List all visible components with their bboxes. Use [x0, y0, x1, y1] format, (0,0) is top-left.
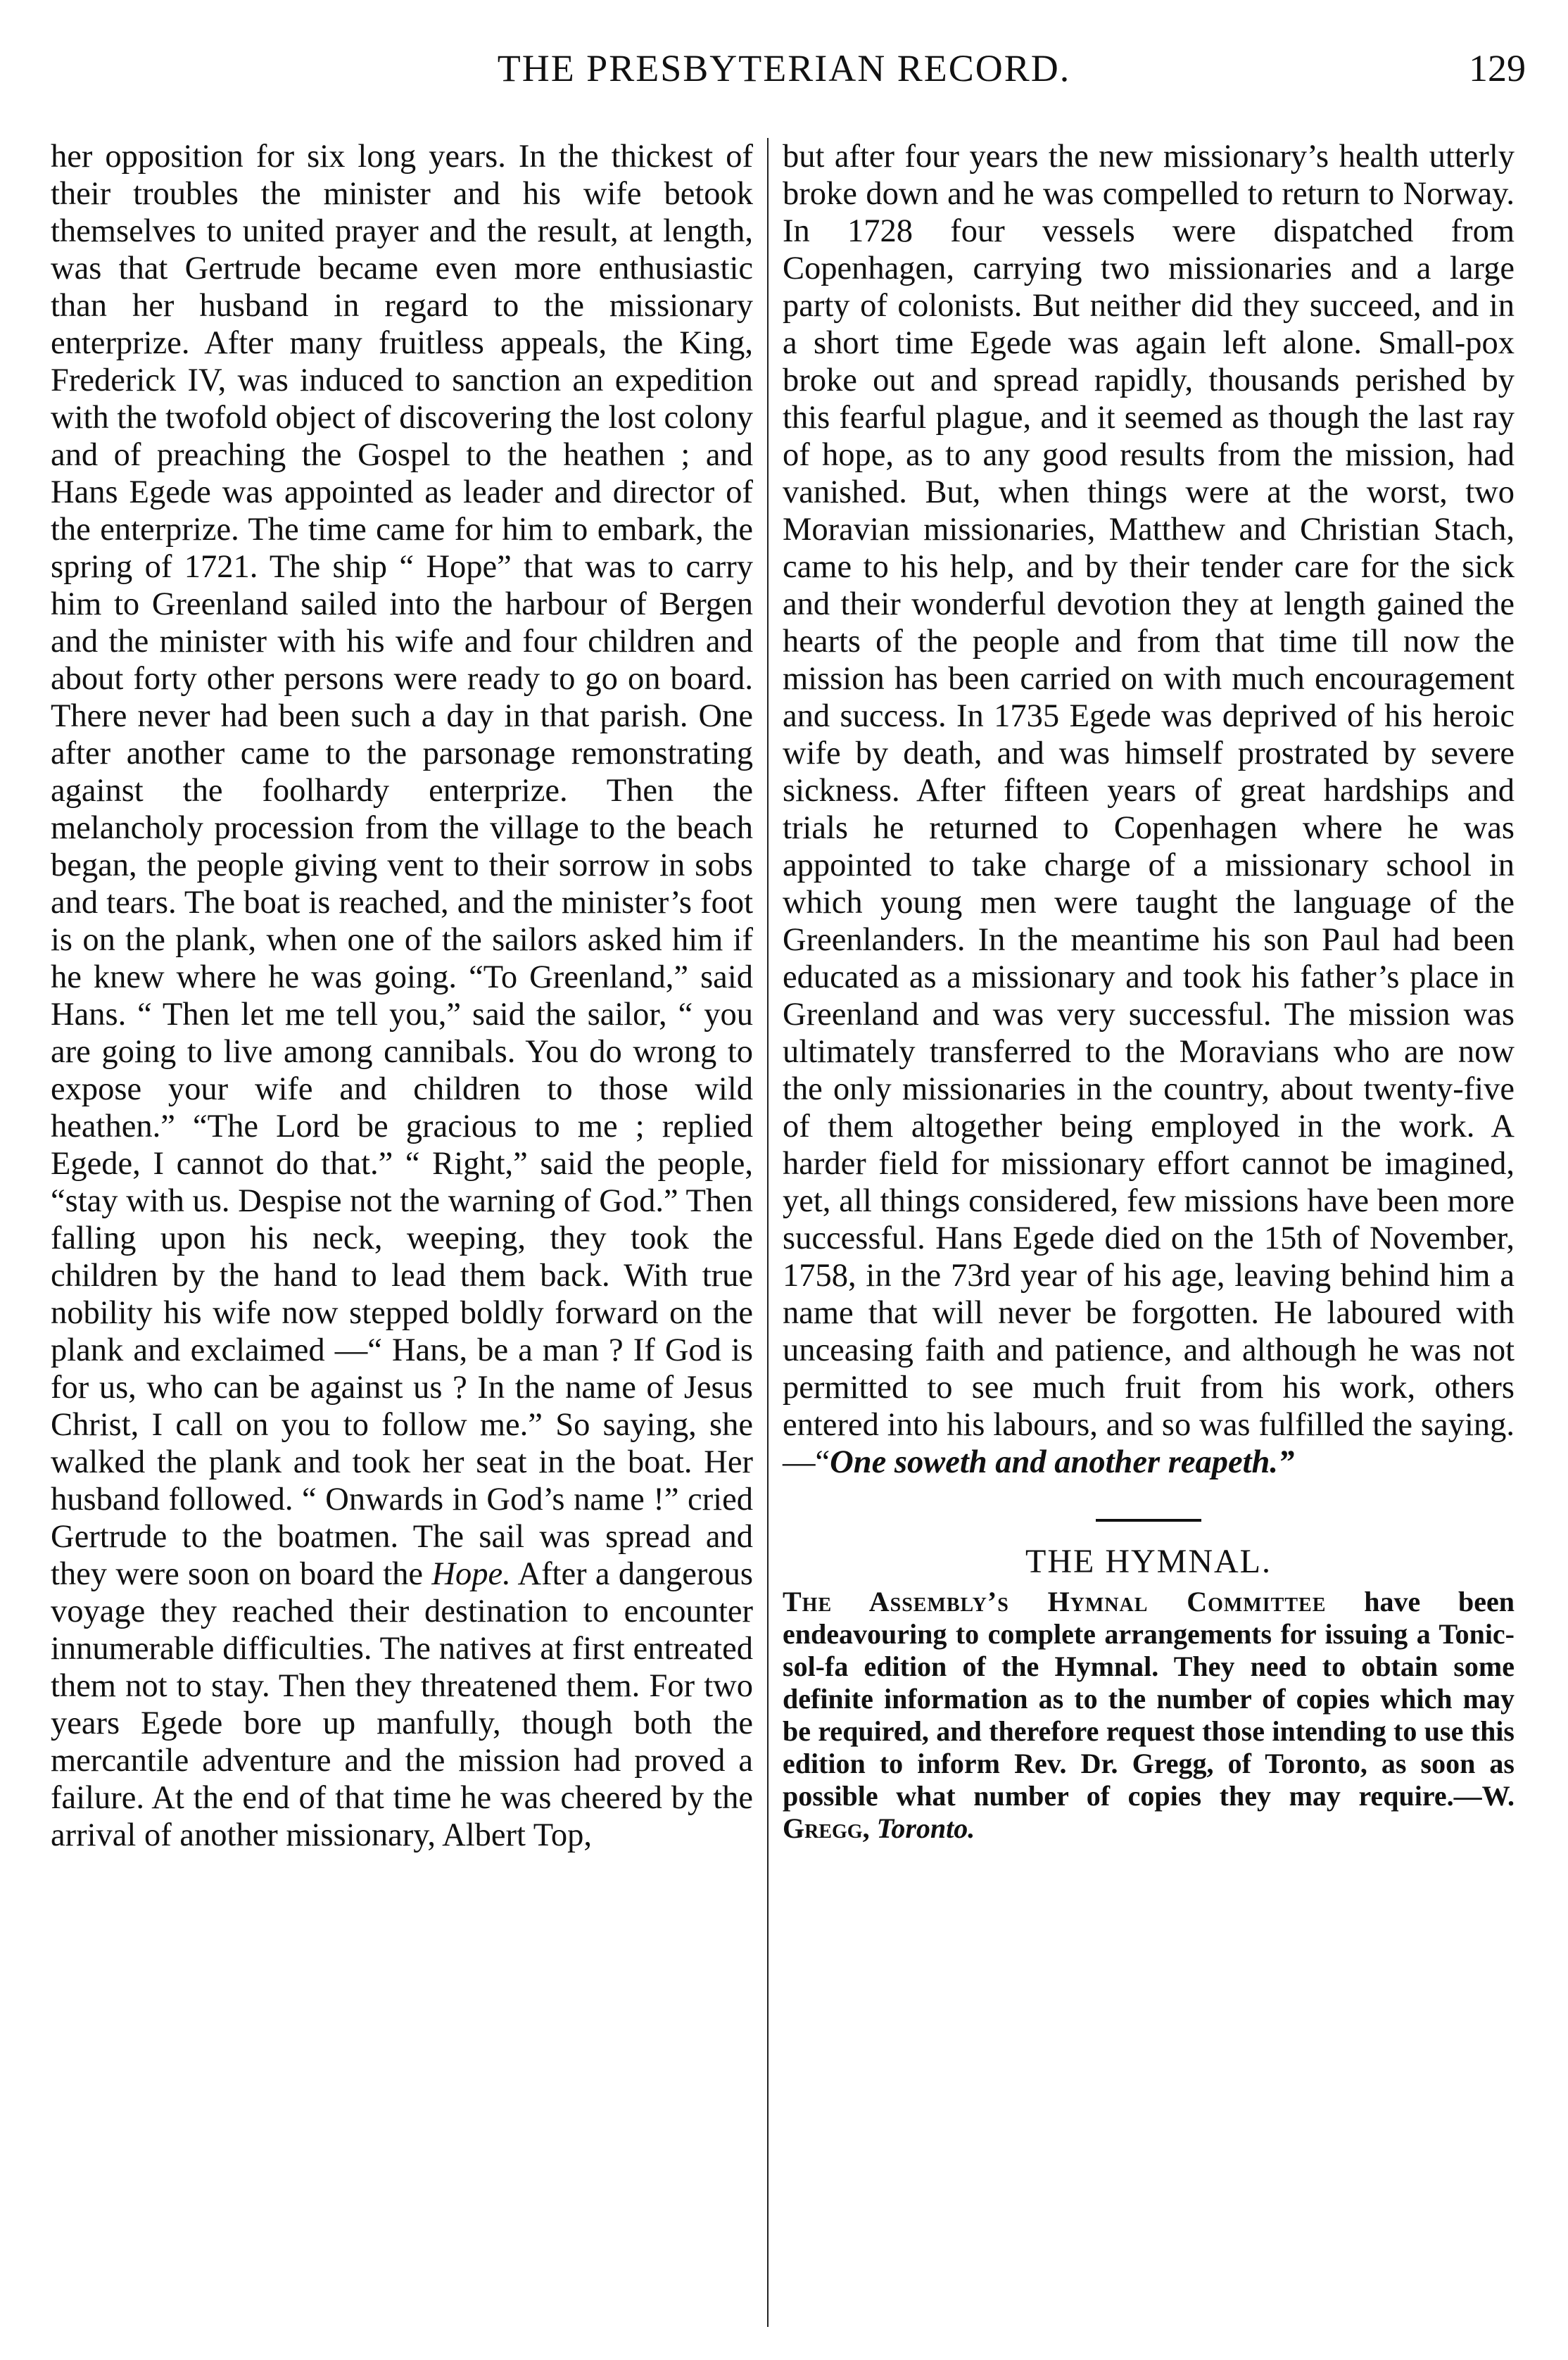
- hymnal-body: have been endeavouring to complete arrangements for issuing a Tonic-sol-fa edition of the Hymnal. They need to obtain some definite information as to the number of copies which may be required, and therefore request those intending to use this edition to inform Rev. Dr. Gregg, of Toronto, as soon as possible what number of copies they may require.—: [783, 1586, 1515, 1812]
- hymnal-lead: The Assembly’s Hymnal Committee: [783, 1586, 1327, 1617]
- article-body-left: [51, 138, 753, 1854]
- section-divider: [1096, 1519, 1201, 1522]
- hymnal-place: Toronto.: [869, 1812, 975, 1844]
- left-text: her opposition for six long years. In the thickest of their troubles the minister and his wife betook themselves to united prayer and the result, at length, was that Gertrude became even more enthusiastic than her husband in regard to the missionary enterprize. After many fruitless appeals, the King, Frederick IV, was induced to sanction an expedition with the twofold object of discovering the lost colony and of preaching the Gospel to the heathen ; and Hans Egede was appointed as leader and director of the enterprize. The time came for him to embark, the spring of 1721. The ship “ Hope” that was to carry him to Greenland sailed into the harbour of Bergen and the minister with his wife and four children and about forty other persons were ready to go on board. There never had been such a day in that parish. One after another came to the parsonage remonstrating against the foolhardy enterprize. Then the melancholy procession from the village to the beach began, the people giving vent to their sorrow in sobs and tears. The boat is reached, and the minister’s foot is on the plank, when one of the sailors asked him if he knew where he was going. “To Greenland,” said Hans. “ Then let me tell you,” said the sailor, “ you are going to live among cannibals. You do wrong to expose your wife and children to those wild heathen.” “The Lord be gracious to me ; replied Egede, I cannot do that.” “ Right,” said the people, “stay with us. Despise not the warning of God.” Then falling upon his neck, weeping, they took the children by the hand to lead them back. With true nobility his wife now stepped boldly forward on the plank and exclaimed —“ Hans, be a man ? If God is for us, who can be against us ? In the name of Jesus Christ, I call on you to follow me.” So saying, she walked the plank and took her seat in the boat. Her husband followed. “ Onwards in God’s name !” cried Gertrude to the boatmen. The sail was spread and they were soon on board the: [51, 139, 753, 1592]
- hymnal-notice: [783, 1586, 1515, 1845]
- article-body-right: [783, 138, 1515, 1481]
- page-number: 129: [1469, 47, 1526, 89]
- left-column: [51, 138, 753, 1854]
- publication-title: THE PRESBYTERIAN RECORD.: [497, 47, 1071, 89]
- hymnal-heading: THE HYMNAL.: [1025, 1543, 1272, 1580]
- right-column: [783, 138, 1515, 1845]
- hymnal-signature: W. Gregg,: [783, 1780, 1515, 1844]
- closing-quote-mark: ”: [1278, 1444, 1295, 1480]
- column-divider: [767, 138, 769, 2327]
- ship-name: Hope.: [431, 1556, 511, 1592]
- left-text-after: After a dangerous voyage they reached their destination to encounter innumerable difficulties. The natives at first entreated them not to stay. Then they threatened them. For two years Egede bore up manfully, though both the mercantile adventure and the mission had proved a failure. At the end of that time he was cheered by the arrival of another missionary, Albert Top,: [51, 1556, 753, 1853]
- closing-quote-text: One soweth and another reapeth.: [830, 1444, 1279, 1480]
- right-text: but after four years the new missionary’s health utterly broke down and he was compelled to return to Norway. In 1728 four vessels were dispatched from Copenhagen, carrying two missionaries and a large party of colonists. But neither did they succeed, and in a short time Egede was again left alone. Small-pox broke out and spread rapidly, thousands perished by this fearful plague, and it seemed as though the last ray of hope, as to any good results from the mission, had vanished. But, when things were at the worst, two Moravian missionaries, Matthew and Christian Stach, came to his help, and by their tender care for the sick and their wonderful devotion they at length gained the hearts of the people and from that time till now the mission has been carried on with much encouragement and success. In 1735 Egede was deprived of his heroic wife by death, and was himself prostrated by severe sickness. After fifteen years of great hardships and trials he returned to Copenhagen where he was appointed to take charge of a missionary school in which young men were taught the language of the Greenlanders. In the meantime his son Paul had been educated as a missionary and took his father’s place in Greenland and was very successful. The mission was ultimately transferred to the Moravians who are now the only missionaries in the country, about twenty-five of them altogether being employed in the work. A harder field for missionary effort cannot be imagined, yet, all things considered, few missions have been more successful. Hans Egede died on the 15th of November, 1758, in the 73rd year of his age, leaving behind him a name that will never be forgotten. He laboured with unceasing faith and patience, and although he was not permitted to see much fruit from his work, others entered into his labours, and so was fulfilled the saying.—“: [783, 139, 1515, 1480]
- page-header: [42, 46, 1526, 110]
